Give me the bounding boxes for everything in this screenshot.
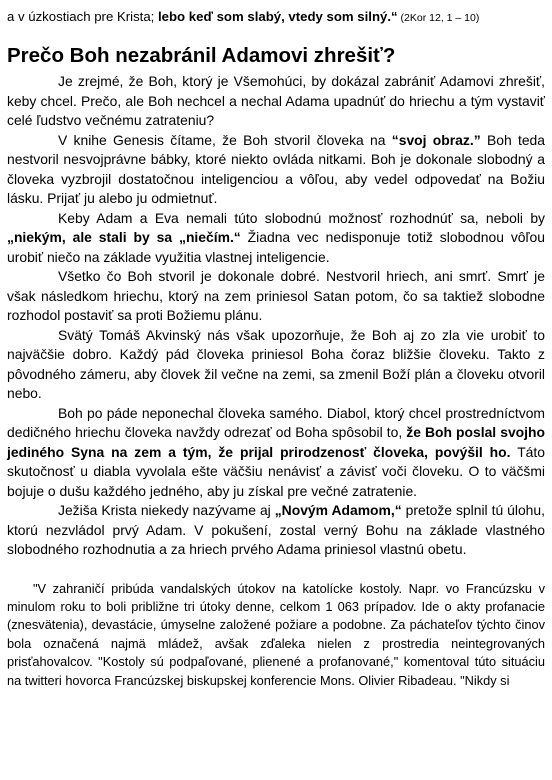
article-body bbox=[7, 72, 545, 560]
paragraph-3-text-c: Žiadna vec nedisponuje totiž slobodnou vôľou urobiť niečo na základe využitia vlastnej inteligencie. bbox=[7, 229, 545, 265]
section-heading: Prečo Boh nezabránil Adamovi zhrešiť? bbox=[7, 44, 396, 67]
paragraph-7-text-c: pretože splnil tú úlohu, ktorú nezvládol prvý Adam. V pokušení, zostal verný Bohu na základe vlastného slobodného rozhodnutia a za hriech prvého Adama priniesol vlastnú obetu. bbox=[7, 502, 545, 557]
quote-text: "V zahraničí pribúda vandalských útokov na katolícke kostoly. Napr. vo Francúzsku v minulom roku to boli približne tri útoky denne, celkom 1 063 prípadov. Ide o akty profanacie (znesvätenia), devastácie, úmyselne založené požiare a podobne. Za páchateľov týchto činov bola označená najmä mládež, avšak zďaleka nielen z prostredia neintegrovaných prisťahovalcov. "Kostoly sú podpaľované, plienené a profanované," komentoval túto situáciu na twitteri hovorca Francúzskej biskupskej konferencie Mons. Olivier Ribadeau. "Nikdy si bbox=[7, 580, 545, 688]
paragraph-2-bold: “svoj obraz.” bbox=[391, 131, 481, 148]
paragraph-7-bold: „Novým Adamom,“ bbox=[274, 502, 402, 518]
paragraph-3-bold: „niekým, ale stali by sa „niečím.“ bbox=[7, 229, 241, 245]
intro-bold: lebo keď som slabý, vtedy som silný.“ bbox=[158, 9, 398, 24]
document-page bbox=[7, 9, 545, 690]
paragraph-2 bbox=[7, 131, 545, 209]
paragraph-1: Je zrejmé, že Boh, ktorý je Všemohúci, by dokázal zabrániť Adamovi zhrešiť, keby chcel. Prečo, ale Boh nechcel a nechal Adama upadnúť do hriechu a tým vystaviť celé ľudstvo večnému zatrateniu? bbox=[7, 73, 545, 128]
paragraph-2-text-a: V knihe Genesis čítame, že Boh stvoril človeka na bbox=[58, 131, 392, 148]
news-quote bbox=[7, 580, 545, 690]
intro-plain: a v úzkostiach pre Krista; bbox=[7, 9, 158, 24]
paragraph-6-bold: že Boh poslal svojho jediného Syna na zem a tým, že prijal prirodzenosť človeka, povýšil ho. bbox=[7, 424, 545, 460]
paragraph-5: Svätý Tomáš Akvinský nás však upozorňuje, že Boh aj zo zla vie urobiť to najväčšie dobro. Každý pád človeka priniesol Boha čoraz bližšie človeku. Takto z pôvodného zámeru, aby človek žil večne na zemi, sa zmenil Boží plán a človeku otvoril nebo. bbox=[7, 326, 545, 401]
paragraph-7 bbox=[7, 501, 545, 560]
paragraph-6-text-c: Táto skutočnosť u diabla vyvolala ešte väčšiu nenávisť a závisť voči človeku. O to väčšmi bojuje o dušu každého jedného, aby ju získal pre večné zatratenie. bbox=[7, 443, 545, 499]
paragraph-4: Všetko čo Boh stvoril je dokonale dobré. Nestvoril hriech, ani smrť. Smrť je však následkom hriechu, ktorý na zem priniesol Satan potom, čo sa taktiež slobodne rozhodol postaviť sa proti Božiemu plánu. bbox=[7, 268, 545, 323]
intro-reference: (2Kor 12, 1 – 10) bbox=[397, 12, 480, 24]
paragraph-3 bbox=[7, 209, 545, 268]
paragraph-2-text-c: Boh teda nestvoril nesvojprávne bábky, ktoré niekto ovláda nitkami. Boh je dokonale slobodný a človeka vyzbrojil dostatočnou inteligenciou a vôľou, aby vedel odpovedať na Božiu lásku. Prijať ju alebo ju odmietnuť. bbox=[7, 131, 545, 206]
paragraph-6 bbox=[7, 404, 545, 502]
paragraph-6-text-a: Boh po páde neponechal človeka samého. Diabol, ktorý chcel prostredníctvom dedičného hriechu človeka navždy odrezať od Boha spôsobil to, bbox=[7, 404, 545, 440]
intro-text bbox=[7, 9, 545, 26]
paragraph-3-text-a: Keby Adam a Eva nemali túto slobodnú možnosť rozhodnúť sa, neboli by bbox=[58, 209, 545, 226]
paragraph-7-text-a: Ježiša Krista niekedy nazývame aj bbox=[58, 502, 275, 518]
